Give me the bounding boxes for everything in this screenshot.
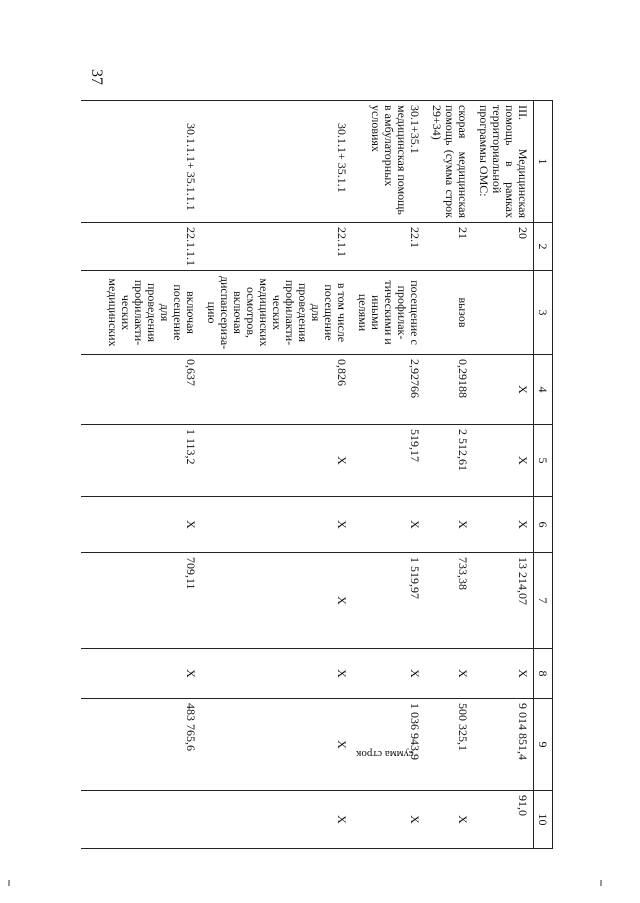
row-22-1-1-c4: 0,826 <box>201 355 352 425</box>
header-cell-6: 6 <box>534 497 553 553</box>
row-21-c10: X <box>425 791 473 849</box>
row-22-1-name <box>352 101 425 223</box>
row-22-1-1-name: 30.1.1+ 35.1.1 <box>201 101 352 223</box>
header-cell-5: 5 <box>534 425 553 497</box>
row-22-1-c4: 2,92766 <box>352 355 425 425</box>
row-22-1-1-unit: в том числе посещение для проведения профилакти-ческих медицинских осмотров, включая диспансериза-цию <box>201 271 352 355</box>
row-20-c10: 91,0 <box>473 791 534 849</box>
row-22-1-c6: X <box>352 497 425 553</box>
row-20-c5: X <box>473 425 534 497</box>
header-cell-3: 3 <box>534 271 553 355</box>
row-22-1-1-1-c4: 0,637 <box>81 355 201 425</box>
row-22-1-1-1-c10 <box>81 791 201 849</box>
row-22-1-c5: 519,17 <box>352 425 425 497</box>
row-20-c6: X <box>473 497 534 553</box>
page-number: 37 <box>88 69 105 85</box>
scan-mark-right <box>600 880 602 886</box>
row-22-1-1-c5: X <box>201 425 352 497</box>
row-21-c6: X <box>425 497 473 553</box>
row-21-name: скорая медицинская помощь (сумма строк 29+34) <box>425 101 473 223</box>
row-22-1-1-1-code: 22.1.1.1 <box>81 223 201 271</box>
row-22-1-1-1-name: 30.1.1.1+ 35.1.1.1 <box>81 101 201 223</box>
header-row <box>534 101 553 849</box>
row-20-unit <box>473 271 534 355</box>
row-20-c8: X <box>473 649 534 699</box>
row-22-1-c7: 1 519,97 <box>352 553 425 649</box>
row-22-1-name-text: медицинская помощь в амбулаторных условиях <box>369 105 409 215</box>
row-22-1-1-1-unit: включая посещение для проведения профилакти-ческих медицинских <box>81 271 201 355</box>
rotated-table-wrapper <box>106 100 553 848</box>
row-22-1-c9: 1 036 943,9 <box>352 699 425 791</box>
medical-care-table <box>81 100 553 849</box>
header-cell-1: 1 <box>534 101 553 223</box>
scan-mark-left <box>8 880 10 886</box>
row-22-1-unit: посещение с профилак-тическими и иными целями <box>352 271 425 355</box>
row-22-1-1-code: 22.1.1 <box>201 223 352 271</box>
row-21-code: 21 <box>425 223 473 271</box>
row-22-1-formula: 30.1+35.1 <box>408 105 422 154</box>
row-22-1-c8: X <box>352 649 425 699</box>
table-row-22-1-1-1 <box>81 101 201 849</box>
header-cell-10: 10 <box>534 791 553 849</box>
row-22-1-1-1-c7: 709,11 <box>81 553 201 649</box>
row-21-c9: 500 325,1 <box>425 699 473 791</box>
row-21-c5: 2 512,61 <box>425 425 473 497</box>
row-22-1-1-c6: X <box>201 497 352 553</box>
row-21-c7: 733,38 <box>425 553 473 649</box>
header-cell-8: 8 <box>534 649 553 699</box>
row-22-1-1-1-c5: 1 113,2 <box>81 425 201 497</box>
row-20-c7: 13 214,07 <box>473 553 534 649</box>
row-20-name: III. Медицинская помощь в рамках территориальной программы ОМС: <box>473 101 534 223</box>
row-22-1-1-1-c9: 483 765,6 <box>81 699 201 791</box>
row-22-1-1-c8: X <box>201 649 352 699</box>
table-row-21 <box>425 101 473 849</box>
row-22-1-1-c10: X <box>201 791 352 849</box>
row-21-unit: вызов <box>425 271 473 355</box>
row-22-1-1-1-c8: X <box>81 649 201 699</box>
row-22-1-code: 22.1 <box>352 223 425 271</box>
table-row-22-1-1 <box>201 101 352 849</box>
row-22-1-1-c7: X <box>201 553 352 649</box>
row-20-c9: 9 014 851,4 <box>473 699 534 791</box>
row-22-1-1-1-c6: X <box>81 497 201 553</box>
row-20-code: 20 <box>473 223 534 271</box>
header-cell-7: 7 <box>534 553 553 649</box>
header-cell-9: 9 <box>534 699 553 791</box>
side-note-sum-rows: сумма строк <box>356 748 414 760</box>
row-21-c8: X <box>425 649 473 699</box>
row-21-c4: 0,29188 <box>425 355 473 425</box>
table-row-22-1 <box>352 101 425 849</box>
header-cell-2: 2 <box>534 223 553 271</box>
row-20-c4: X <box>473 355 534 425</box>
table-row-20 <box>473 101 534 849</box>
header-cell-4: 4 <box>534 355 553 425</box>
row-22-1-c10: X <box>352 791 425 849</box>
row-22-1-1-c9: X <box>201 699 352 791</box>
